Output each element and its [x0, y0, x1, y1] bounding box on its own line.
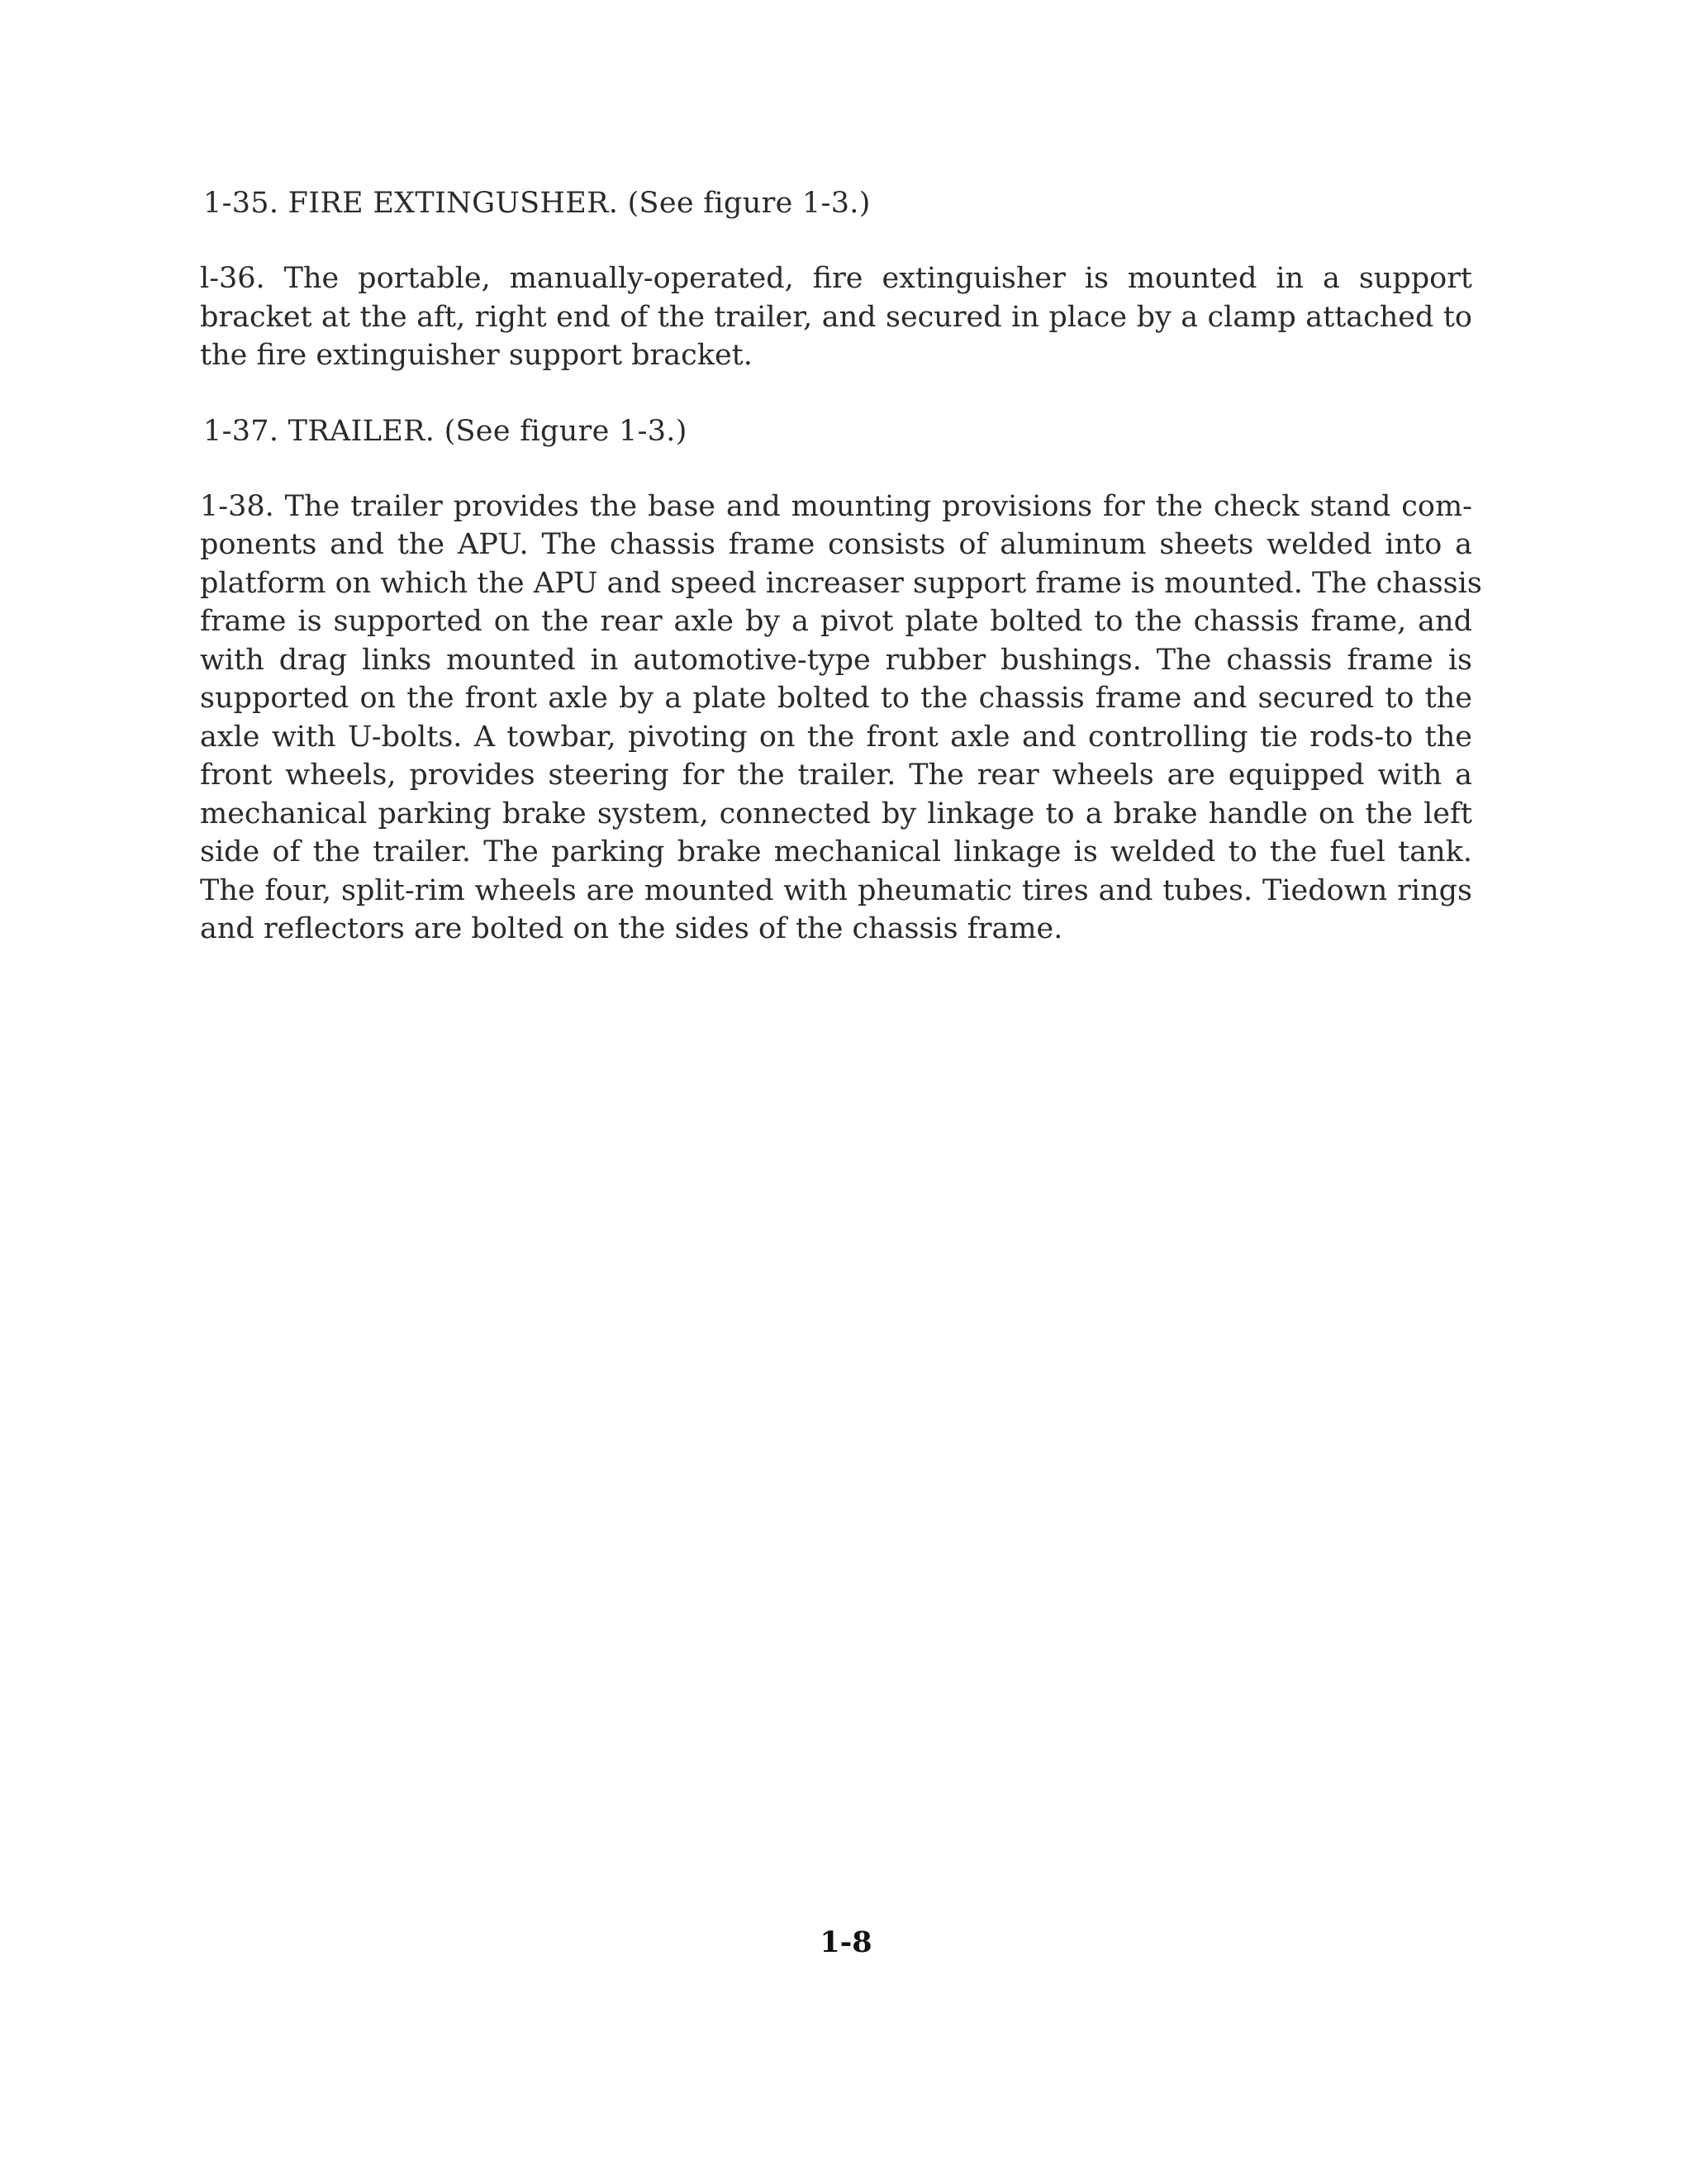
- paragraph-line: axle with U-bolts. A towbar, pivoting on the front axle and controlling tie rods-to the: [200, 720, 1472, 754]
- paragraph-line: supported on the front axle by a plate bolted to the chassis frame and secured to the: [200, 682, 1472, 715]
- section-heading-trailer: 1-37. TRAILER. (See figure 1-3.): [203, 414, 687, 448]
- paragraph-line: The four, split-rim wheels are mounted with pheumatic tires and tubes. Tiedown rings: [200, 873, 1472, 907]
- paragraph-line: with drag links mounted in automotive-type rubber bushings. The chassis frame is: [200, 643, 1472, 677]
- paragraph-line: l-36. The portable, manually-operated, fire extinguisher is mounted in a support: [200, 262, 1472, 295]
- section-heading-fire-extinguisher: 1-35. FIRE EXTINGUSHER. (See figure 1-3.): [203, 187, 871, 220]
- paragraph-line: side of the trailer. The parking brake mechanical linkage is welded to the fuel tank.: [200, 835, 1472, 868]
- page-content: [200, 183, 1482, 985]
- paragraph-line: 1-38. The trailer provides the base and mounting provisions for the check stand com-: [200, 489, 1472, 523]
- page-number: 1-8: [820, 1925, 872, 1959]
- paragraph-line: the fire extinguisher support bracket.: [200, 339, 753, 372]
- paragraph-line: platform on which the APU and speed increaser support frame is mounted. The chassis: [200, 566, 1482, 600]
- paragraph-line: ponents and the APU. The chassis frame consists of aluminum sheets welded into a: [200, 528, 1472, 561]
- paragraph-line: front wheels, provides steering for the trailer. The rear wheels are equipped with a: [200, 759, 1472, 792]
- paragraph-line: mechanical parking brake system, connected by linkage to a brake handle on the left: [200, 797, 1472, 830]
- paragraph-line: frame is supported on the rear axle by a pivot plate bolted to the chassis frame, and: [200, 605, 1472, 638]
- paragraph-line: and reflectors are bolted on the sides of the chassis frame.: [200, 912, 1063, 945]
- paragraph-line: bracket at the aft, right end of the trailer, and secured in place by a clamp attached to: [200, 300, 1472, 334]
- paragraph-1-38: [200, 488, 1482, 949]
- paragraph-1-36: [200, 259, 1472, 375]
